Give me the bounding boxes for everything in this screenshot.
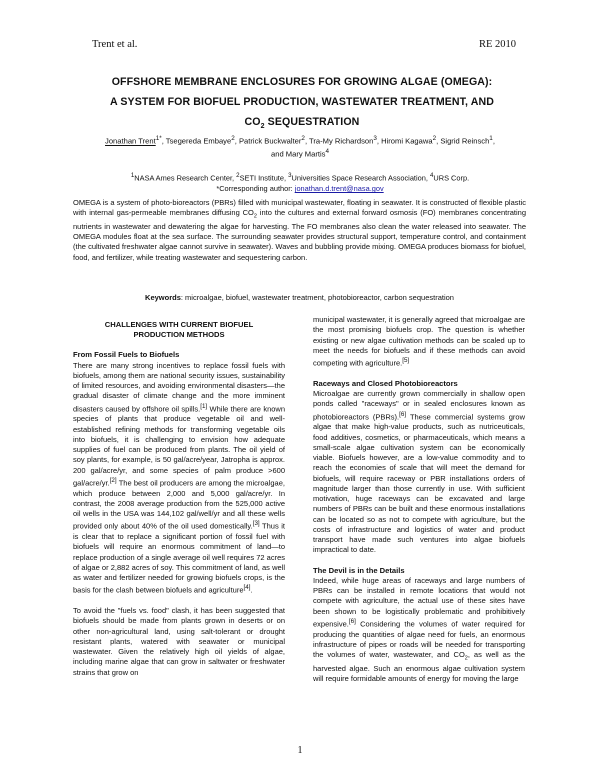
- right-column: [313, 315, 525, 684]
- affiliations: [90, 170, 510, 194]
- abstract: OMEGA is a system of photo-bioreactors (PBRs) filled with municipal wastewater, floating in seawater. It is constructed of flexible plastic with internal gas-permeable membranes diffusing $CO_2$ into the cultures and external forward osmosis (FO) membranes concentrating nutrients in wastewater and dewatering the algae for harvesting. The FO membranes also clean the water released into seawater. The OMEGA modules float at the sea surface. The surrounding seawater provides structural support, temperature control, and containment (the cultivated freshwater algae cannot survive in seawater). Waves and bubbling provide mixing. OMEGA produces biomass for biofuel, food, and fertilizer, while treating wastewater and sequestering carbon.: [73, 198, 526, 262]
- section-heading-challenges: CHALLENGES WITH CURRENT BIOFUEL PRODUCTION METHODS: [104, 320, 254, 340]
- keywords-line: Keywords: microalgae, biofuel, wastewater treatment, photobioreactor, carbon sequestration: [145, 293, 454, 302]
- title-line-1: OFFSHORE MEMBRANE ENCLOSURES FOR GROWING ALGAE (OMEGA):: [111, 76, 493, 88]
- running-header-authors: Trent et al.: [92, 39, 138, 50]
- paragraph: There are many strong incentives to replace fossil fuels with biofuels, among them are national security issues, sustainability of limited resources, and avoiding environmental disasters—the gradual disaster of climate change and the more imminent disasters caused by offshore oil spills.[1] While there are known species of plants that produce vegetable oil and well-established refining methods for transforming vegetable oils into biofuels, it is challenging to envision how adequate supplies of fuel can be produced from plants. The oil yield of soy plants, for example, is 50 gal/acre/year, Jatropha is approx. 200 gal/acre/yr, and some species of palm produce >600 gal/acre/yr.[2] The best oil producers are among the microalgae, which produce between 2,000 and 5,000 gal/acre/yr. In contrast, the 2008 average production from the 525,000 active oil wells in the USA was 144,102 gal/well/yr and all these wells provided only about 40% of the oil used domestically.[3] Thus it is clear that to replace a significant portion of fossil fuel with biofuels will require an enormous commitment of land—to replace production of a single average oil well requires 72 acres of algae or 2,882 acres of soy. This commitment of land, as well as water and fertilizer needed for growing biofuels crops, is the basis for the clash between biofuels and agriculture[4].: [73, 360, 286, 595]
- page-number: 1: [297, 745, 303, 756]
- paragraph: Microalgae are currently grown commercially in shallow open ponds called "raceways" or in sealed enclosures known as photobioreactors (PBRs).[6] These commercial systems grow algae that make high-value products, such as nutriceuticals, food additives, cosmetics, or pharmaceuticals, which means a small-scale algae cultivation system can be economically viable. Biofuels however, are a low-value commodity and to reach the economies of scale that will meet the demand for biofuels, will require raceway or PBR installations orders of magnitude larger than those currently in use. With sufficient motivation, huge raceways can be excavated and large numbers of PBRs can be built and these enormous installations can be located so as not to compete with agriculture, but the costs of infrastructure and logistics of water and product transport have made such ventures into algae biofuels impractical to date.: [313, 389, 525, 555]
- paragraph: To avoid the "fuels vs. food" clash, it has been suggested that biofuels should be made from plants grown in deserts or on other non-agricultural land, using salt-tolerant or drought resistant plants, watered with seawater or municipal wastewater. Given the relatively high oil yields of algae, including marine algae that can grow in saltwater or freshwater strains that grow on: [73, 606, 285, 677]
- author-list: Jonathan Trent$^{1*}$, Tsegereda Embaye$^2$, Patrick Buckwalter$^2$, Tra-My Richardson$^3$, Hiromi Kagawa$^2$, Sigrid Reinsch$^1$, and Mary Martis$^4$: [105, 135, 495, 159]
- corresponding-author-line: *Corresponding author: jonathan.d.trent@nasa.gov: [216, 184, 384, 194]
- author-corresponding: Jonathan Trent: [105, 136, 156, 146]
- title-line-2: A SYSTEM FOR BIOFUEL PRODUCTION, WASTEWATER TREATMENT, AND: [109, 96, 495, 108]
- subheading-devil-in-details: The Devil is in the Details: [313, 565, 405, 575]
- paragraph: municipal wastewater, it is generally agreed that microalgae are the most promising biofuels crop. The question is whether existing or new algae cultivation methods can be scaled up to meet the needs for biofuels and if these methods can avoid competing with agriculture.[5]: [313, 315, 525, 368]
- affiliation-line: $^1$NASA Ames Research Center, $^2$SETI Institute, $^3$Universities Space Research Association, $^4$URS Corp.: [130, 172, 470, 183]
- title-line-3: $CO_2$ SEQUESTRATION: [244, 116, 360, 131]
- paragraph: Indeed, while huge areas of raceways and large numbers of PBRs can be installed in remote locations that would not compete with agriculture, the actual use of these sites have been shown to be logistically problematic and prohibitively expensive.[6] Considering the volumes of water required for producing the quantities of algae need for fuels, an enormous infrastructure of pipes or roads will be needed for transporting the volumes of water, wastewater, and $CO_2$, as well as the harvested algae. Such an enormous algae cultivation system will require formidable amounts of energy for moving the large: [313, 575, 525, 683]
- subheading-raceways: Raceways and Closed Photobioreactors: [313, 378, 458, 388]
- subheading-fossil-to-biofuels: From Fossil Fuels to Biofuels: [73, 350, 180, 360]
- corresponding-email-link[interactable]: jonathan.d.trent@nasa.gov: [294, 184, 384, 194]
- running-header-venue: RE 2010: [478, 39, 516, 50]
- left-column: [73, 320, 285, 678]
- paper-title: [60, 72, 544, 137]
